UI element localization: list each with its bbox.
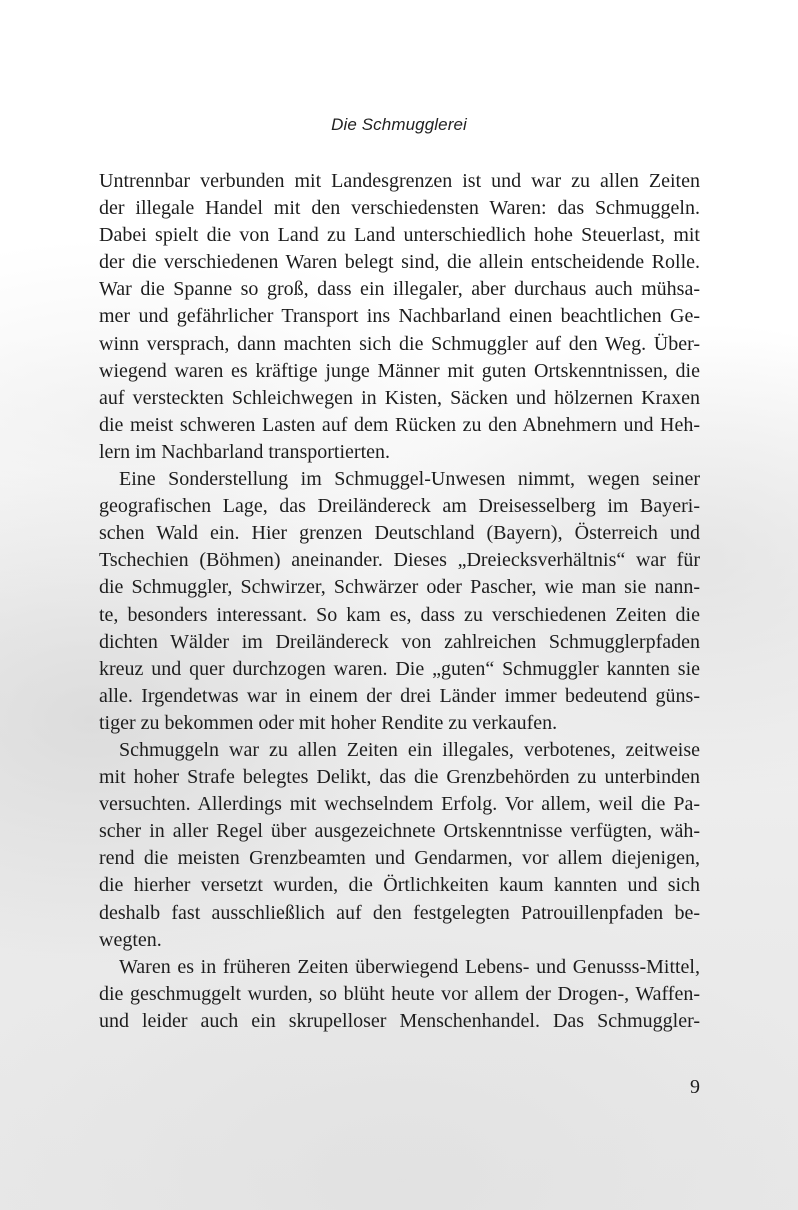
text-line: auf versteckten Schleichwegen in Kisten, Säcken und hölzernen Kraxen — [99, 386, 700, 409]
text-line: geografischen Lage, das Dreiländereck am Dreisesselberg im Bayeri- — [99, 495, 700, 518]
text-line: Dabei spielt die von Land zu Land unterschiedlich hohe Steuerlast, mit — [99, 224, 700, 247]
text-line: Waren es in früheren Zeiten überwiegend Lebens- und Genusss-Mittel, — [119, 955, 700, 978]
text-line: mit hoher Strafe belegtes Delikt, das die Grenzbehörden zu unterbinden — [99, 766, 700, 789]
text-line: der illegale Handel mit den verschiedensten Waren: das Schmuggeln. — [99, 197, 700, 220]
text-line: War die Spanne so groß, dass ein illegaler, aber durchaus auch mühsa- — [99, 278, 700, 301]
text-line: kreuz und quer durchzogen waren. Die „guten“ Schmuggler kannten sie — [99, 657, 700, 680]
text-line: Schmuggeln war zu allen Zeiten ein illegales, verbotenes, zeitweise — [119, 738, 700, 761]
text-line: scher in aller Regel über ausgezeichnete Ortskenntnisse verfügten, wäh- — [99, 820, 700, 843]
text-line: Untrennbar verbunden mit Landesgrenzen ist und war zu allen Zeiten — [99, 170, 700, 192]
text-line: te, besonders interessant. So kam es, dass zu verschiedenen Zeiten die — [99, 603, 700, 626]
text-line: die geschmuggelt wurden, so blüht heute vor allem der Drogen-, Waffen- — [99, 982, 700, 1005]
text-line: mer und gefährlicher Transport ins Nachbarland einen beachtlichen Ge- — [99, 305, 700, 328]
text-line: rend die meisten Grenzbeamten und Gendarmen, vor allem diejenigen, — [99, 847, 700, 870]
text-line: der die verschiedenen Waren belegt sind, die allein entscheidende Rolle. — [99, 251, 700, 274]
body-text — [99, 168, 700, 1035]
text-line: winn versprach, dann machten sich die Schmuggler auf den Weg. Über- — [99, 332, 700, 355]
text-line: versuchten. Allerdings mit wechselndem Erfolg. Vor allem, weil die Pa- — [99, 793, 700, 816]
text-line: tiger zu bekommen oder mit hoher Rendite zu verkaufen. — [99, 711, 558, 734]
page-number: 9 — [690, 1076, 700, 1098]
running-head: Die Schmugglerei — [331, 115, 467, 134]
text-line: schen Wald ein. Hier grenzen Deutschland (Bayern), Österreich und — [99, 522, 700, 545]
text-line: und leider auch ein skrupelloser Menschenhandel. Das Schmuggler- — [99, 1009, 700, 1032]
text-line: wegten. — [99, 928, 162, 951]
text-line: alle. Irgendetwas war in einem der drei Länder immer bedeutend güns- — [99, 684, 700, 707]
text-line: deshalb fast ausschließlich auf den festgelegten Patrouillenpfaden be- — [99, 901, 700, 924]
text-line: wiegend waren es kräftige junge Männer mit guten Ortskenntnissen, die — [99, 359, 700, 382]
text-line: die hierher versetzt wurden, die Örtlichkeiten kaum kannten und sich — [99, 874, 700, 897]
text-line: die Schmuggler, Schwirzer, Schwärzer oder Pascher, wie man sie nann- — [99, 576, 700, 599]
text-line: lern im Nachbarland transportierten. — [99, 440, 390, 463]
text-line: Eine Sonderstellung im Schmuggel-Unwesen nimmt, wegen seiner — [119, 468, 700, 491]
text-line: dichten Wälder im Dreiländereck von zahlreichen Schmugglerpfaden — [99, 630, 700, 653]
text-line: die meist schweren Lasten auf dem Rücken zu den Abnehmern und Heh- — [99, 413, 700, 436]
text-line: Tschechien (Böhmen) aneinander. Dieses „Dreiecksverhältnis“ war für — [99, 549, 700, 572]
